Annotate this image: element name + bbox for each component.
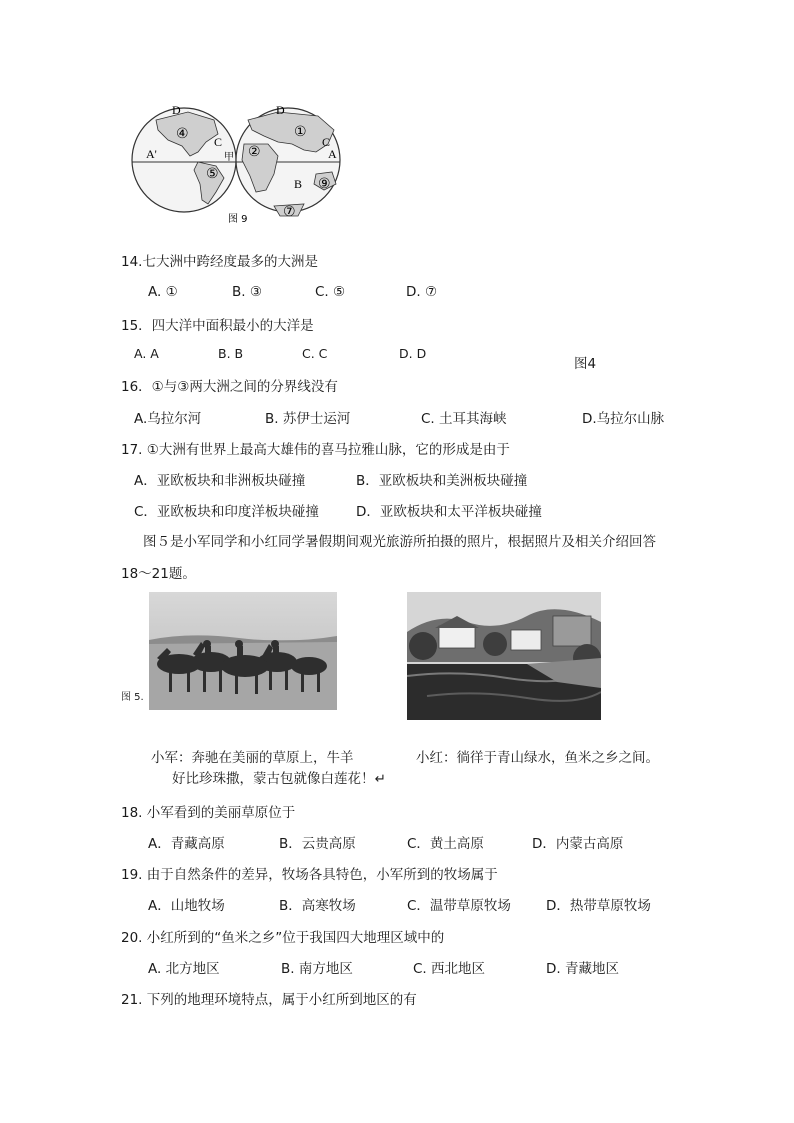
map-letter: A <box>328 147 337 161</box>
q14-option-d[interactable]: D. ⑦ <box>406 284 438 300</box>
q20-option-c[interactable]: C. 西北地区 <box>413 961 486 977</box>
q17-option-c[interactable]: C．亚欧板块和印度洋板块碰撞 <box>134 504 319 520</box>
q18-option-d[interactable]: D．内蒙古高原 <box>532 836 624 852</box>
xiaojun-caption-line2: 好比珍珠撒，蒙古包就像白莲花！↵ <box>172 771 386 787</box>
map-letter-jia: 甲 <box>224 152 234 163</box>
photo-intro-line1: 图５是小军同学和小红同学暑假期间观光旅游所拍摄的照片，根据照片及相关介绍回答 <box>143 534 656 550</box>
side-figure-label: 图4 <box>574 356 597 372</box>
q16-option-b[interactable]: B. 苏伊士运河 <box>265 411 351 427</box>
map-letter: D <box>276 103 285 117</box>
q15-option-c[interactable]: C. C <box>302 346 328 361</box>
grassland-horses-photo <box>149 592 337 722</box>
q15-option-d[interactable]: D. D <box>399 346 427 361</box>
q14-option-b[interactable]: B. ③ <box>232 284 262 300</box>
q17-option-b[interactable]: B．亚欧板块和美洲板块碰撞 <box>356 473 528 489</box>
q17-option-d[interactable]: D．亚欧板块和太平洋板块碰撞 <box>356 504 542 520</box>
q20-option-a[interactable]: A. 北方地区 <box>148 961 220 977</box>
question-15-stem: 15．四大洋中面积最小的大洋是 <box>121 318 314 334</box>
question-14-stem: 14.七大洲中跨经度最多的大洲是 <box>121 254 318 270</box>
question-19-stem: 19. 由于自然条件的差异，牧场各具特色，小军所到的牧场属于 <box>121 867 498 883</box>
map-number: ⑤ <box>206 166 219 182</box>
q16-option-c[interactable]: C. 土耳其海峡 <box>421 411 507 427</box>
map-letter: D <box>172 103 181 117</box>
q17-option-a[interactable]: A．亚欧板块和非洲板块碰撞 <box>134 473 306 489</box>
q15-option-a[interactable]: A. A <box>134 346 159 361</box>
figure-caption: 图 9 <box>228 214 248 225</box>
q18-option-a[interactable]: A．青藏高原 <box>148 836 225 852</box>
q16-option-d[interactable]: D.乌拉尔山脉 <box>582 411 665 427</box>
map-letter: C <box>214 135 223 149</box>
xiaojun-caption-line1: 小军：奔驰在美丽的草原上，牛羊 <box>151 750 354 766</box>
q14-option-c[interactable]: C. ⑤ <box>315 284 346 300</box>
q18-option-b[interactable]: B．云贵高原 <box>279 836 356 852</box>
map-number: ⑦ <box>283 204 296 220</box>
q18-option-c[interactable]: C．黄土高原 <box>407 836 484 852</box>
question-20-stem: 20. 小红所到的“鱼米之乡”位于我国四大地理区域中的 <box>121 930 445 946</box>
question-21-stem: 21. 下列的地理环境特点，属于小红所到地区的有 <box>121 992 417 1008</box>
q15-option-b[interactable]: B. B <box>218 346 244 361</box>
question-16-stem: 16．①与③两大洲之间的分界线没有 <box>121 379 338 395</box>
q19-option-c[interactable]: C．温带草原牧场 <box>407 898 511 914</box>
water-village-photo <box>407 592 601 730</box>
map-number: ② <box>248 144 261 160</box>
world-map-svg <box>128 100 348 226</box>
q16-option-a[interactable]: A.乌拉尔河 <box>134 411 202 427</box>
question-18-stem: 18. 小军看到的美丽草原位于 <box>121 805 296 821</box>
map-number: ① <box>294 124 307 140</box>
map-letter: C <box>322 135 331 149</box>
photo-intro-line2: 18～21题。 <box>121 566 196 582</box>
q19-option-b[interactable]: B．高寒牧场 <box>279 898 356 914</box>
map-number: ④ <box>176 126 189 142</box>
map-number: ⑨ <box>318 176 331 192</box>
q20-option-d[interactable]: D. 青藏地区 <box>546 961 619 977</box>
world-map-figure <box>128 100 348 226</box>
q19-option-a[interactable]: A．山地牧场 <box>148 898 225 914</box>
map-letter: B <box>294 177 303 191</box>
photo-figure-label: 图 5. <box>121 692 144 703</box>
xiaohong-caption: 小红：徜徉于青山绿水，鱼米之乡之间。 <box>416 750 659 766</box>
q14-option-a[interactable]: A. ① <box>148 284 178 300</box>
map-letter: A' <box>146 147 157 161</box>
q19-option-d[interactable]: D．热带草原牧场 <box>546 898 651 914</box>
question-17-stem: 17. ①大洲有世界上最高大雄伟的喜马拉雅山脉，它的形成是由于 <box>121 442 510 458</box>
q20-option-b[interactable]: B. 南方地区 <box>281 961 353 977</box>
